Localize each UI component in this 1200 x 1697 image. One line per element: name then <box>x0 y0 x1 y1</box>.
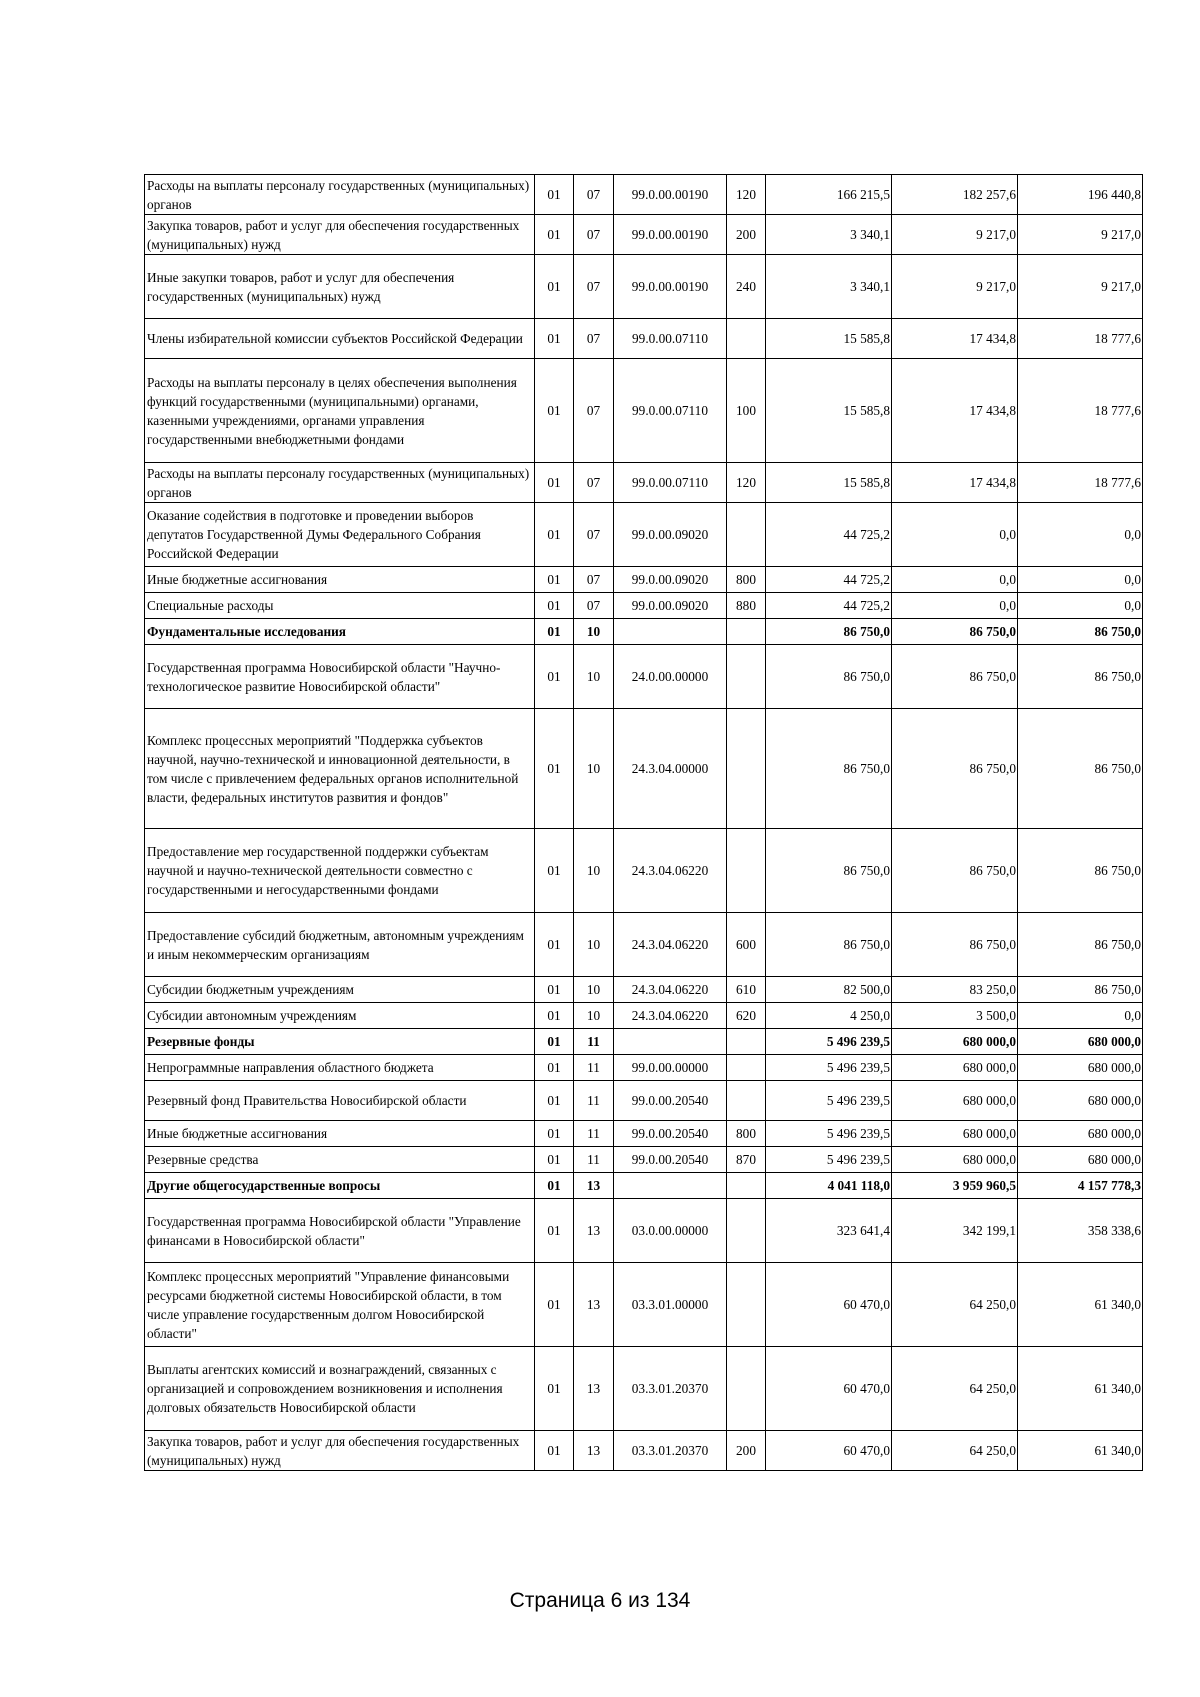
row-amount-year2: 680 000,0 <box>892 1121 1018 1147</box>
row-name: Комплекс процессных мероприятий "Управление финансовыми ресурсами бюджетной системы Новосибирской области, в том числе управление государственным долгом Новосибирской области" <box>145 1263 535 1347</box>
row-target-article: 99.0.00.00190 <box>614 175 727 215</box>
row-subsection: 10 <box>574 829 614 913</box>
row-amount-year1: 5 496 239,5 <box>766 1121 892 1147</box>
table-row <box>145 1003 1143 1029</box>
row-expense-type: 620 <box>727 1003 766 1029</box>
table-row <box>145 1055 1143 1081</box>
row-section: 01 <box>535 175 574 215</box>
row-amount-year2: 17 434,8 <box>892 463 1018 503</box>
table-row <box>145 913 1143 977</box>
table-row <box>145 1263 1143 1347</box>
row-name: Субсидии автономным учреждениям <box>145 1003 535 1029</box>
row-name: Специальные расходы <box>145 593 535 619</box>
row-amount-year2: 64 250,0 <box>892 1431 1018 1471</box>
row-amount-year2: 9 217,0 <box>892 215 1018 255</box>
row-target-article: 99.0.00.00190 <box>614 255 727 319</box>
table-row <box>145 1121 1143 1147</box>
table-row <box>145 1147 1143 1173</box>
row-section: 01 <box>535 1199 574 1263</box>
row-section: 01 <box>535 1081 574 1121</box>
row-subsection: 10 <box>574 619 614 645</box>
table-row <box>145 1173 1143 1199</box>
budget-table <box>144 174 1143 1471</box>
table-row <box>145 319 1143 359</box>
row-target-article: 99.0.00.07110 <box>614 359 727 463</box>
table-row <box>145 567 1143 593</box>
row-amount-year1: 3 340,1 <box>766 215 892 255</box>
row-amount-year1: 44 725,2 <box>766 593 892 619</box>
row-expense-type: 800 <box>727 1121 766 1147</box>
row-amount-year3: 680 000,0 <box>1018 1055 1143 1081</box>
row-amount-year3: 680 000,0 <box>1018 1121 1143 1147</box>
row-section: 01 <box>535 1431 574 1471</box>
row-name: Закупка товаров, работ и услуг для обеспечения государственных (муниципальных) нужд <box>145 1431 535 1471</box>
row-subsection: 11 <box>574 1147 614 1173</box>
row-amount-year3: 0,0 <box>1018 593 1143 619</box>
row-section: 01 <box>535 977 574 1003</box>
row-expense-type <box>727 829 766 913</box>
row-target-article: 99.0.00.00190 <box>614 215 727 255</box>
row-amount-year2: 86 750,0 <box>892 645 1018 709</box>
row-name: Предоставление мер государственной поддержки субъектам научной и научно-технической деятельности совместно с государственными и негосударственными фондами <box>145 829 535 913</box>
row-amount-year3: 680 000,0 <box>1018 1029 1143 1055</box>
row-target-article: 99.0.00.07110 <box>614 319 727 359</box>
row-name: Иные бюджетные ассигнования <box>145 1121 535 1147</box>
row-section: 01 <box>535 359 574 463</box>
table-row <box>145 593 1143 619</box>
row-name: Предоставление субсидий бюджетным, автономным учреждениям и иным некоммерческим организациям <box>145 913 535 977</box>
row-subsection: 13 <box>574 1347 614 1431</box>
row-name: Государственная программа Новосибирской области "Управление финансами в Новосибирской области" <box>145 1199 535 1263</box>
row-target-article: 99.0.00.20540 <box>614 1081 727 1121</box>
row-name: Расходы на выплаты персоналу государственных (муниципальных) органов <box>145 175 535 215</box>
row-expense-type <box>727 1173 766 1199</box>
row-amount-year1: 5 496 239,5 <box>766 1081 892 1121</box>
row-amount-year1: 86 750,0 <box>766 645 892 709</box>
table-row <box>145 977 1143 1003</box>
row-amount-year2: 86 750,0 <box>892 619 1018 645</box>
row-amount-year1: 86 750,0 <box>766 913 892 977</box>
row-expense-type <box>727 319 766 359</box>
row-expense-type: 120 <box>727 175 766 215</box>
row-amount-year1: 86 750,0 <box>766 619 892 645</box>
row-name: Субсидии бюджетным учреждениям <box>145 977 535 1003</box>
row-expense-type <box>727 1081 766 1121</box>
row-section: 01 <box>535 255 574 319</box>
row-amount-year2: 9 217,0 <box>892 255 1018 319</box>
row-amount-year3: 61 340,0 <box>1018 1431 1143 1471</box>
row-amount-year1: 4 041 118,0 <box>766 1173 892 1199</box>
row-amount-year2: 64 250,0 <box>892 1263 1018 1347</box>
row-amount-year3: 86 750,0 <box>1018 645 1143 709</box>
row-amount-year3: 86 750,0 <box>1018 619 1143 645</box>
table-row <box>145 215 1143 255</box>
row-expense-type: 880 <box>727 593 766 619</box>
row-name: Выплаты агентских комиссий и вознаграждений, связанных с организацией и сопровождением возникновения и исполнения долговых обязательств Новосибирской области <box>145 1347 535 1431</box>
row-target-article: 99.0.00.00000 <box>614 1055 727 1081</box>
row-name: Государственная программа Новосибирской области "Научно-технологическое развитие Новосибирской области" <box>145 645 535 709</box>
row-subsection: 11 <box>574 1055 614 1081</box>
table-row <box>145 709 1143 829</box>
row-expense-type <box>727 619 766 645</box>
table-row <box>145 255 1143 319</box>
row-section: 01 <box>535 1121 574 1147</box>
row-amount-year2: 0,0 <box>892 593 1018 619</box>
row-expense-type: 610 <box>727 977 766 1003</box>
row-section: 01 <box>535 503 574 567</box>
row-subsection: 13 <box>574 1263 614 1347</box>
row-subsection: 13 <box>574 1173 614 1199</box>
row-amount-year1: 60 470,0 <box>766 1347 892 1431</box>
row-expense-type: 200 <box>727 215 766 255</box>
row-amount-year1: 60 470,0 <box>766 1263 892 1347</box>
row-section: 01 <box>535 1003 574 1029</box>
table-body <box>145 175 1143 1471</box>
table-row <box>145 503 1143 567</box>
row-subsection: 07 <box>574 503 614 567</box>
row-amount-year1: 323 641,4 <box>766 1199 892 1263</box>
row-section: 01 <box>535 463 574 503</box>
row-amount-year2: 3 959 960,5 <box>892 1173 1018 1199</box>
row-amount-year2: 680 000,0 <box>892 1081 1018 1121</box>
page-number: Страница 6 из 134 <box>509 1589 691 1612</box>
row-target-article: 24.0.00.00000 <box>614 645 727 709</box>
row-target-article: 99.0.00.20540 <box>614 1147 727 1173</box>
row-expense-type <box>727 645 766 709</box>
row-expense-type <box>727 709 766 829</box>
table-row <box>145 619 1143 645</box>
row-amount-year2: 182 257,6 <box>892 175 1018 215</box>
row-section: 01 <box>535 913 574 977</box>
row-amount-year2: 0,0 <box>892 503 1018 567</box>
row-amount-year3: 680 000,0 <box>1018 1147 1143 1173</box>
row-target-article: 03.3.01.00000 <box>614 1263 727 1347</box>
row-name: Расходы на выплаты персоналу государственных (муниципальных) органов <box>145 463 535 503</box>
row-amount-year2: 342 199,1 <box>892 1199 1018 1263</box>
row-amount-year1: 5 496 239,5 <box>766 1055 892 1081</box>
row-amount-year2: 680 000,0 <box>892 1055 1018 1081</box>
row-name: Другие общегосударственные вопросы <box>145 1173 535 1199</box>
row-section: 01 <box>535 709 574 829</box>
table-row <box>145 359 1143 463</box>
row-amount-year1: 60 470,0 <box>766 1431 892 1471</box>
row-subsection: 10 <box>574 977 614 1003</box>
row-expense-type: 200 <box>727 1431 766 1471</box>
row-section: 01 <box>535 567 574 593</box>
row-expense-type <box>727 1055 766 1081</box>
row-target-article: 24.3.04.06220 <box>614 829 727 913</box>
row-target-article: 99.0.00.09020 <box>614 503 727 567</box>
row-amount-year2: 17 434,8 <box>892 319 1018 359</box>
row-expense-type: 600 <box>727 913 766 977</box>
row-amount-year1: 15 585,8 <box>766 319 892 359</box>
row-amount-year3: 18 777,6 <box>1018 359 1143 463</box>
row-subsection: 07 <box>574 175 614 215</box>
row-expense-type: 120 <box>727 463 766 503</box>
row-expense-type <box>727 1199 766 1263</box>
row-section: 01 <box>535 593 574 619</box>
row-target-article <box>614 1173 727 1199</box>
row-amount-year1: 15 585,8 <box>766 463 892 503</box>
row-subsection: 07 <box>574 593 614 619</box>
row-amount-year3: 18 777,6 <box>1018 463 1143 503</box>
row-subsection: 13 <box>574 1431 614 1471</box>
row-subsection: 13 <box>574 1199 614 1263</box>
row-expense-type <box>727 1263 766 1347</box>
row-target-article <box>614 1029 727 1055</box>
row-subsection: 07 <box>574 255 614 319</box>
row-target-article: 24.3.04.06220 <box>614 1003 727 1029</box>
row-amount-year1: 5 496 239,5 <box>766 1029 892 1055</box>
row-amount-year1: 44 725,2 <box>766 567 892 593</box>
row-subsection: 07 <box>574 215 614 255</box>
row-expense-type: 240 <box>727 255 766 319</box>
row-target-article: 03.3.01.20370 <box>614 1347 727 1431</box>
row-subsection: 10 <box>574 645 614 709</box>
row-amount-year2: 86 750,0 <box>892 913 1018 977</box>
table-row <box>145 1029 1143 1055</box>
row-amount-year3: 86 750,0 <box>1018 709 1143 829</box>
row-target-article: 99.0.00.09020 <box>614 593 727 619</box>
row-target-article: 99.0.00.07110 <box>614 463 727 503</box>
row-target-article: 24.3.04.00000 <box>614 709 727 829</box>
row-subsection: 10 <box>574 709 614 829</box>
row-target-article: 99.0.00.20540 <box>614 1121 727 1147</box>
row-name: Оказание содействия в подготовке и проведении выборов депутатов Государственной Думы Федерального Собрания Российской Федерации <box>145 503 535 567</box>
row-section: 01 <box>535 619 574 645</box>
row-amount-year2: 86 750,0 <box>892 709 1018 829</box>
row-amount-year1: 82 500,0 <box>766 977 892 1003</box>
row-amount-year3: 9 217,0 <box>1018 255 1143 319</box>
row-subsection: 07 <box>574 359 614 463</box>
row-section: 01 <box>535 829 574 913</box>
row-target-article <box>614 619 727 645</box>
row-expense-type: 870 <box>727 1147 766 1173</box>
row-amount-year2: 3 500,0 <box>892 1003 1018 1029</box>
row-name: Резервный фонд Правительства Новосибирской области <box>145 1081 535 1121</box>
row-amount-year1: 15 585,8 <box>766 359 892 463</box>
row-amount-year1: 86 750,0 <box>766 709 892 829</box>
row-amount-year2: 86 750,0 <box>892 829 1018 913</box>
row-subsection: 11 <box>574 1029 614 1055</box>
table-row <box>145 1431 1143 1471</box>
row-expense-type: 100 <box>727 359 766 463</box>
row-amount-year3: 61 340,0 <box>1018 1263 1143 1347</box>
table-row <box>145 463 1143 503</box>
row-name: Иные закупки товаров, работ и услуг для обеспечения государственных (муниципальных) нужд <box>145 255 535 319</box>
row-target-article: 24.3.04.06220 <box>614 913 727 977</box>
row-amount-year3: 9 217,0 <box>1018 215 1143 255</box>
row-expense-type: 800 <box>727 567 766 593</box>
row-section: 01 <box>535 1173 574 1199</box>
row-amount-year1: 4 250,0 <box>766 1003 892 1029</box>
row-name: Комплекс процессных мероприятий "Поддержка субъектов научной, научно-технической и инновационной деятельности, в том числе с привлечением федеральных органов исполнительной власти, федеральных институтов развития и фондов" <box>145 709 535 829</box>
row-amount-year3: 680 000,0 <box>1018 1081 1143 1121</box>
row-amount-year2: 0,0 <box>892 567 1018 593</box>
row-amount-year3: 0,0 <box>1018 503 1143 567</box>
row-section: 01 <box>535 1055 574 1081</box>
row-section: 01 <box>535 1347 574 1431</box>
row-expense-type <box>727 503 766 567</box>
row-amount-year3: 196 440,8 <box>1018 175 1143 215</box>
row-name: Резервные фонды <box>145 1029 535 1055</box>
row-amount-year2: 680 000,0 <box>892 1029 1018 1055</box>
row-amount-year1: 5 496 239,5 <box>766 1147 892 1173</box>
table-row <box>145 645 1143 709</box>
row-subsection: 10 <box>574 1003 614 1029</box>
table-row <box>145 175 1143 215</box>
row-section: 01 <box>535 1029 574 1055</box>
row-name: Резервные средства <box>145 1147 535 1173</box>
row-amount-year2: 64 250,0 <box>892 1347 1018 1431</box>
row-section: 01 <box>535 319 574 359</box>
row-section: 01 <box>535 645 574 709</box>
row-section: 01 <box>535 215 574 255</box>
table-row <box>145 1347 1143 1431</box>
table-row <box>145 1199 1143 1263</box>
row-amount-year2: 83 250,0 <box>892 977 1018 1003</box>
row-amount-year3: 0,0 <box>1018 1003 1143 1029</box>
row-amount-year1: 166 215,5 <box>766 175 892 215</box>
row-amount-year3: 86 750,0 <box>1018 913 1143 977</box>
row-amount-year3: 358 338,6 <box>1018 1199 1143 1263</box>
row-name: Закупка товаров, работ и услуг для обеспечения государственных (муниципальных) нужд <box>145 215 535 255</box>
row-subsection: 07 <box>574 319 614 359</box>
row-amount-year1: 44 725,2 <box>766 503 892 567</box>
row-subsection: 11 <box>574 1081 614 1121</box>
row-amount-year2: 680 000,0 <box>892 1147 1018 1173</box>
row-target-article: 24.3.04.06220 <box>614 977 727 1003</box>
row-expense-type <box>727 1347 766 1431</box>
row-name: Члены избирательной комиссии субъектов Российской Федерации <box>145 319 535 359</box>
row-amount-year3: 0,0 <box>1018 567 1143 593</box>
row-amount-year2: 17 434,8 <box>892 359 1018 463</box>
row-amount-year1: 86 750,0 <box>766 829 892 913</box>
row-amount-year3: 86 750,0 <box>1018 829 1143 913</box>
row-name: Иные бюджетные ассигнования <box>145 567 535 593</box>
row-subsection: 11 <box>574 1121 614 1147</box>
row-name: Фундаментальные исследования <box>145 619 535 645</box>
row-section: 01 <box>535 1147 574 1173</box>
row-expense-type <box>727 1029 766 1055</box>
row-amount-year3: 86 750,0 <box>1018 977 1143 1003</box>
table-row <box>145 829 1143 913</box>
row-amount-year3: 4 157 778,3 <box>1018 1173 1143 1199</box>
row-target-article: 99.0.00.09020 <box>614 567 727 593</box>
row-amount-year3: 61 340,0 <box>1018 1347 1143 1431</box>
row-name: Непрограммные направления областного бюджета <box>145 1055 535 1081</box>
table-row <box>145 1081 1143 1121</box>
row-amount-year3: 18 777,6 <box>1018 319 1143 359</box>
row-section: 01 <box>535 1263 574 1347</box>
row-subsection: 10 <box>574 913 614 977</box>
row-target-article: 03.0.00.00000 <box>614 1199 727 1263</box>
row-name: Расходы на выплаты персоналу в целях обеспечения выполнения функций государственными (муниципальными) органами, казенными учреждениями, органами управления государственными внебюджетными фондами <box>145 359 535 463</box>
row-target-article: 03.3.01.20370 <box>614 1431 727 1471</box>
row-subsection: 07 <box>574 463 614 503</box>
row-amount-year1: 3 340,1 <box>766 255 892 319</box>
row-subsection: 07 <box>574 567 614 593</box>
